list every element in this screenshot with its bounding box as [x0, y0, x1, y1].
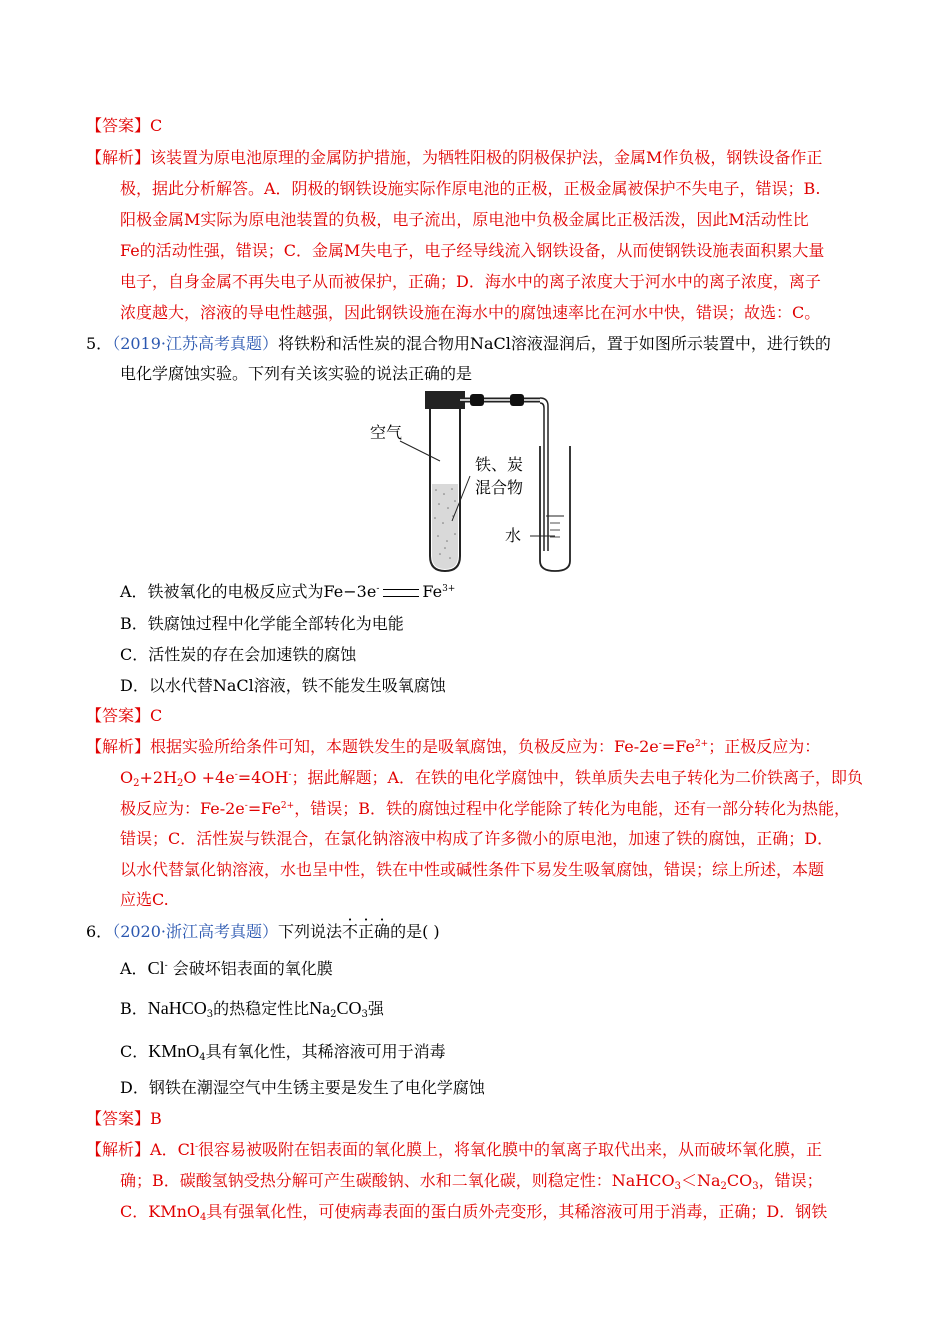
subscript: 2: [133, 778, 140, 789]
formula: KMnO: [148, 1041, 200, 1061]
superscript: 2+: [694, 739, 709, 749]
q5-option-b[interactable]: B．铁腐蚀过程中化学能全部转化为电能: [120, 614, 404, 633]
option-text: 会破坏铝表面的氧化膜: [172, 959, 333, 978]
label-water: 水: [505, 526, 522, 545]
superscript: 3+: [442, 584, 456, 594]
superscript: -: [658, 739, 662, 749]
answer-value: B: [150, 1109, 162, 1128]
subscript: 3: [361, 1009, 368, 1020]
q5-analysis-line: 错误；C．活性炭与铁混合，在氯化钠溶液中构成了许多微小的原电池，加速了铁的腐蚀，正确；D．: [120, 829, 834, 848]
analysis-text: 根据实验所给条件可知，本题铁发生的是吸氧腐蚀，负极反应为：Fe-2e: [150, 737, 659, 756]
analysis-text: O: [120, 768, 134, 787]
q4-analysis-line: 电子，自身金属不再失电子从而被保护，正确；D．海水中的离子浓度大于河水中的离子浓度，离子: [120, 272, 821, 291]
q6-answer: [86, 1109, 162, 1129]
answer-value: C: [150, 116, 163, 135]
superscript: 2+: [280, 801, 295, 811]
analysis-text: ；据此解题；A．在铁的电化学腐蚀中，铁单质失去电子转化为二价铁离子，即负: [291, 768, 863, 787]
question-source: （2020·浙江高考真题）: [112, 922, 278, 941]
formula: Cl: [147, 958, 165, 978]
analysis-text: ，错误；: [758, 1171, 823, 1190]
option-label: C．: [120, 1042, 149, 1061]
option-text: 具有氧化性，其稀溶液可用于消毒: [205, 1042, 446, 1061]
q5-analysis-line: [120, 768, 863, 788]
q6-analysis-line: [86, 1140, 822, 1160]
q5-analysis-line: [86, 737, 820, 757]
analysis-text: O +4e: [183, 768, 235, 787]
analysis-text: ；正极反应为：: [708, 737, 821, 756]
superscript: -: [244, 801, 248, 811]
emphasis-char: 不: [342, 922, 359, 941]
option-text: 强: [367, 999, 384, 1018]
analysis-text: C．KMnO: [120, 1202, 201, 1221]
emphasis-char: 正: [358, 922, 375, 941]
option-text: 的热稳定性比: [213, 999, 310, 1018]
q6-option-d[interactable]: D．钢铁在潮湿空气中生锈主要是发生了电化学腐蚀: [120, 1078, 485, 1097]
analysis-text: 极反应为：Fe-2e: [120, 799, 245, 818]
superscript: -: [376, 584, 380, 594]
subscript: 2: [177, 778, 184, 789]
answer-value: C: [150, 706, 163, 725]
option-text: Fe: [422, 582, 443, 601]
rubber-joint: [510, 394, 524, 406]
q4-analysis-line: Fe的活动性强，错误；C．金属M失电子，电子经导线流入钢铁设备，从而使钢铁设施表面积累大量: [120, 241, 825, 260]
label-mixture-line1: 铁、炭: [475, 455, 524, 474]
q5-analysis-line: 以水代替氯化钠溶液，水也呈中性，铁在中性或碱性条件下易发生吸氧腐蚀，错误；综上所述，本题: [120, 860, 825, 879]
q5-stem: [86, 334, 831, 354]
analysis-tag: 【解析】: [86, 148, 151, 167]
q6-stem: [86, 922, 440, 942]
equals-sign: [383, 589, 419, 597]
stem-text: 下列说法: [278, 922, 343, 941]
answer-tag: 【答案】: [86, 1109, 151, 1128]
analysis-text: 很容易被吸附在铝表面的氧化膜上，将氧化膜中的氧离子取代出来，从而破坏氧化膜，正: [197, 1140, 822, 1159]
answer-tag: 【答案】: [86, 706, 151, 725]
q4-answer: [86, 116, 162, 136]
q4-analysis-line: 浓度越大，溶液的导电性越强，因此钢铁设施在海水中的腐蚀速率比在河水中快，错误；故选：C。: [120, 303, 821, 322]
subscript: 2: [720, 1181, 727, 1192]
superscript: -: [194, 1142, 198, 1152]
q4-analysis-line: [86, 148, 822, 168]
formula: NaHCO: [147, 998, 207, 1018]
q5-stem-line2: 电化学腐蚀实验。下列有关该实验的说法正确的是: [120, 364, 473, 383]
q6-option-b[interactable]: [120, 998, 384, 1019]
question-number: 5．: [86, 334, 113, 353]
q6-analysis-line: [120, 1171, 823, 1191]
formula: CO: [336, 998, 362, 1018]
question-source: （2019·江苏高考真题）: [112, 334, 278, 353]
q6-option-a[interactable]: [120, 958, 333, 979]
analysis-text: CO: [726, 1171, 753, 1190]
analysis-text: ＜Na: [681, 1171, 721, 1190]
superscript: -: [234, 770, 238, 780]
q5-option-d[interactable]: D．以水代替NaCl溶液，铁不能发生吸氧腐蚀: [120, 676, 446, 695]
analysis-tag: 【解析】: [86, 1140, 151, 1159]
stem-text: 的是( ): [390, 922, 440, 941]
analysis-text: 确；B．碳酸氢钠受热分解可产生碳酸钠、水和二氧化碳，则稳定性：NaHCO: [120, 1171, 675, 1190]
superscript: -: [288, 770, 292, 780]
subscript: 4: [199, 1052, 206, 1063]
analysis-text: =Fe: [661, 737, 695, 756]
label-air: 空气: [370, 423, 403, 442]
q5-answer: [86, 706, 162, 726]
subscript: 2: [330, 1009, 337, 1020]
q5-option-c[interactable]: C．活性炭的存在会加速铁的腐蚀: [120, 645, 357, 664]
iron-carbon-mixture: [432, 484, 458, 569]
stem-text: 将铁粉和活性炭的混合物用NaCl溶液湿润后，置于如图所示装置中，进行铁的: [278, 334, 831, 353]
subscript: 3: [674, 1181, 681, 1192]
analysis-text: A．Cl: [150, 1140, 195, 1159]
emphasis-char: 确: [374, 922, 391, 941]
q5-analysis-line: 应选C.: [120, 890, 169, 909]
question-number: 6．: [86, 922, 113, 941]
option-label: A．: [120, 959, 148, 978]
analysis-tag: 【解析】: [86, 737, 151, 756]
formula: Na: [309, 998, 331, 1018]
rubber-stopper: [425, 391, 465, 409]
option-label: B．: [120, 999, 148, 1018]
q6-option-c[interactable]: [120, 1041, 446, 1062]
q4-analysis-line: 阳极金属M实际为原电池装置的负极，电子流出，原电池中负极金属比正极活泼，因此M活动性比: [120, 210, 809, 229]
analysis-text: =4OH: [237, 768, 289, 787]
analysis-text: 该装置为原电池原理的金属防护措施，为牺牲阳极的阴极保护法，金属M作负极，钢铁设备作正: [150, 148, 823, 167]
experiment-apparatus-figure: [360, 386, 590, 576]
q6-analysis-line: [120, 1202, 827, 1222]
label-mixture-line2: 混合物: [475, 478, 524, 497]
subscript: 4: [200, 1212, 207, 1223]
subscript: 3: [206, 1009, 214, 1020]
analysis-text: +2H: [139, 768, 178, 787]
rubber-joint: [470, 394, 484, 406]
answer-tag: 【答案】: [86, 116, 151, 135]
q5-option-a[interactable]: [120, 582, 455, 602]
analysis-text: 具有强氧化性，可使病毒表面的蛋白质外壳变形，其稀溶液可用于消毒，正确；D．钢铁: [206, 1202, 828, 1221]
q5-analysis-line: [120, 799, 850, 819]
superscript: -: [164, 961, 168, 971]
subscript: 3: [752, 1181, 759, 1192]
analysis-text: ，错误；B．铁的腐蚀过程中化学能除了转化为电能，还有一部分转化为热能，: [294, 799, 850, 818]
q4-analysis-line: 极，据此分析解答。A．阴极的钢铁设施实际作原电池的正极，正极金属被保护不失电子，错误；B.: [120, 179, 821, 198]
analysis-text: =Fe: [247, 799, 281, 818]
option-text: A．铁被氧化的电极反应式为Fe−3e: [120, 582, 377, 601]
